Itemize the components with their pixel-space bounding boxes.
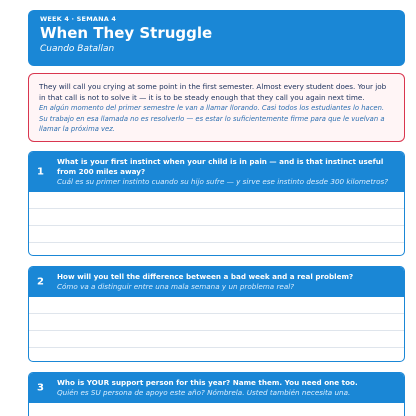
answer-line[interactable] — [29, 226, 404, 243]
page-title: When They Struggle — [40, 24, 213, 42]
page-subtitle: Cuando Batallan — [40, 44, 115, 54]
question-text-english: What is your first instinct when your child is in pain — and is that instinct useful from 200 miles away? — [57, 157, 384, 176]
intro-callout — [28, 73, 405, 142]
question-header — [29, 267, 404, 297]
worksheet-header — [28, 10, 405, 66]
answer-line[interactable] — [29, 209, 404, 226]
answer-line[interactable] — [29, 192, 404, 209]
question-text-spanish: Cómo va a distinguir entre una mala semana y un problema real? — [57, 282, 295, 291]
question-text-english: How will you tell the difference between a bad week and a real problem? — [57, 272, 354, 281]
question-number: 2 — [37, 276, 44, 288]
question-card — [28, 266, 405, 362]
week-label: WEEK 4 · SEMANA 4 — [40, 15, 117, 23]
callout-text-spanish: En algún momento del primer semestre le van a llamar llorando. Casi todos los estudiantes lo hacen. Su trabajo en esa llamada no es resolverlo — es estar lo suficientemente firme para que le vuelvan a llamar la próxima vez. — [39, 104, 385, 133]
callout-text-english: They will call you crying at some point in the first semester. Almost every student does. Your job in that call is not to solve it — it is to be steady enough that they call you again next time. — [39, 82, 387, 102]
answer-line[interactable] — [29, 297, 404, 314]
answer-area[interactable] — [29, 297, 404, 362]
answer-line[interactable] — [29, 403, 404, 416]
question-text-spanish: Cuál es su primer instinto cuando su hijo sufre — y sirve ese instinto desde 300 kilometros? — [57, 177, 389, 186]
answer-area[interactable] — [29, 192, 404, 256]
question-text-english: Who is YOUR support person for this year? Name them. You need one too. — [57, 378, 358, 387]
question-text-spanish: Quién es SU persona de apoyo este año? Nómbrela. Usted también necesita una. — [57, 388, 351, 397]
answer-line[interactable] — [29, 314, 404, 331]
question-header — [29, 373, 404, 403]
question-number: 3 — [37, 382, 44, 394]
answer-line[interactable] — [29, 331, 404, 348]
answer-line[interactable] — [29, 243, 404, 256]
answer-line[interactable] — [29, 348, 404, 362]
question-header — [29, 152, 404, 192]
answer-area[interactable] — [29, 403, 404, 416]
question-card — [28, 151, 405, 256]
question-card — [28, 372, 405, 416]
question-number: 1 — [37, 166, 44, 178]
